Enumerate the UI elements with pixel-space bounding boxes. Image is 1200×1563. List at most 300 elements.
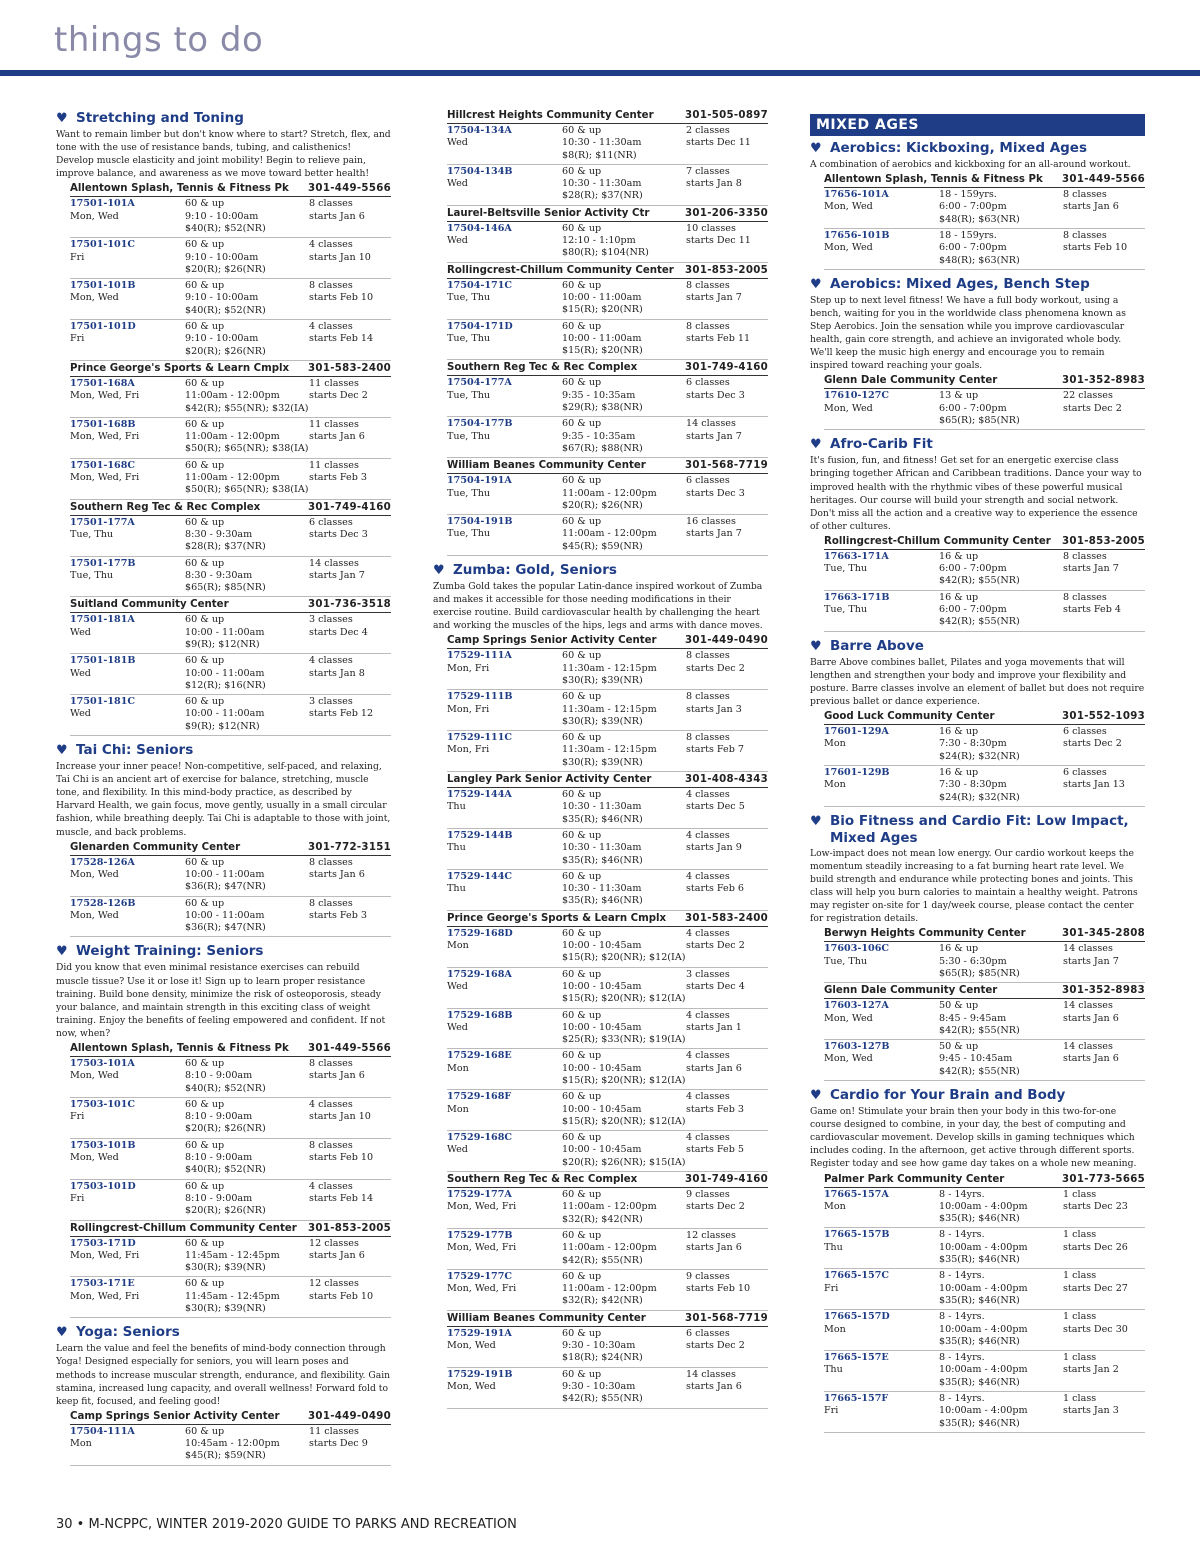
class-code[interactable]: 17656-101B <box>824 229 890 241</box>
class-code[interactable]: 17656-101A <box>824 189 889 201</box>
class-schedule-col <box>309 419 405 456</box>
class-row <box>447 788 768 829</box>
class-fee: $42(R); $55(NR) <box>562 1254 643 1266</box>
venue-name: Hillcrest Heights Community Center <box>447 110 654 121</box>
class-days: Wed <box>447 1021 468 1033</box>
venue-header <box>824 709 1145 725</box>
class-code[interactable]: 17529-144C <box>447 870 513 882</box>
class-detail-col <box>562 418 686 455</box>
class-detail-col <box>185 614 309 651</box>
class-time: 10:00 - 11:00am <box>185 626 265 638</box>
class-code-col <box>447 125 562 162</box>
class-detail-col <box>939 1041 1063 1078</box>
class-count: 14 classes <box>1063 1000 1113 1012</box>
class-code[interactable]: 17501-168A <box>70 377 135 389</box>
class-age: 60 & up <box>562 125 602 136</box>
class-start: starts Dec 23 <box>1063 1200 1128 1212</box>
class-fee: $30(R); $39(NR) <box>562 715 643 727</box>
class-age: 60 & up <box>562 1050 602 1062</box>
venue-name: Allentown Splash, Tennis & Fitness Pk <box>70 1042 289 1054</box>
class-code-col <box>824 390 939 427</box>
class-code[interactable]: 17504-134A <box>447 125 512 136</box>
class-code[interactable]: 17610-127C <box>824 390 890 402</box>
class-code[interactable]: 17503-101D <box>70 1180 136 1192</box>
class-code[interactable]: 17529-168C <box>447 1132 513 1144</box>
class-age: 60 & up <box>185 696 225 708</box>
class-code[interactable]: 17528-126A <box>70 856 135 868</box>
class-detail-col <box>185 1181 309 1218</box>
class-fee: $20(R); $26(NR); $15(IA) <box>562 1156 686 1168</box>
class-fee: $45(R); $59(NR) <box>185 1450 266 1462</box>
class-schedule-col <box>309 198 405 235</box>
class-age: 60 & up <box>562 829 602 841</box>
class-time: 10:00 - 10:45am <box>562 1062 642 1074</box>
class-code[interactable]: 17528-126B <box>70 897 136 909</box>
venue-name: Rollingcrest-Chillum Community Center <box>70 1222 297 1234</box>
class-schedule-col <box>309 1426 405 1463</box>
class-time: 11:45am - 12:45pm <box>185 1290 280 1302</box>
program-title-text: Afro-Carib Fit <box>830 436 933 453</box>
class-age: 50 & up <box>939 1000 979 1012</box>
class-count: 4 classes <box>686 1091 730 1103</box>
class-code[interactable]: 17529-168A <box>447 968 512 980</box>
class-days: Mon, Wed, Fri <box>70 431 140 443</box>
class-age: 60 & up <box>185 1098 225 1110</box>
class-count: 10 classes <box>686 222 736 234</box>
class-detail-col <box>185 460 309 497</box>
program-section <box>810 140 1145 270</box>
class-days: Mon <box>70 1438 92 1450</box>
venue-header <box>447 206 768 222</box>
class-code[interactable]: 17504-191A <box>447 475 512 487</box>
class-age: 60 & up <box>185 516 225 528</box>
class-count: 6 classes <box>1063 726 1107 738</box>
class-row <box>824 725 1145 766</box>
venue-header <box>824 983 1145 999</box>
class-start: starts Feb 3 <box>309 909 368 921</box>
class-detail-col <box>185 517 309 554</box>
venue-header <box>824 1172 1145 1188</box>
class-code[interactable]: 17529-168E <box>447 1050 512 1062</box>
class-count: 1 class <box>1063 1352 1097 1364</box>
venue-header <box>447 633 768 649</box>
class-code[interactable]: 17665-157F <box>824 1392 889 1404</box>
class-time: 9:45 - 10:45am <box>939 1053 1013 1065</box>
class-code[interactable]: 17529-111A <box>447 650 512 662</box>
venue-header <box>70 1221 391 1237</box>
class-age: 60 & up <box>185 897 225 909</box>
class-detail-col <box>939 230 1063 267</box>
program-title <box>433 562 768 579</box>
class-detail-col <box>185 558 309 595</box>
class-code[interactable]: 17501-101A <box>70 198 135 210</box>
class-code[interactable]: 17504-171C <box>447 279 513 291</box>
class-code[interactable]: 17665-157D <box>824 1311 890 1323</box>
page-title: things to do <box>54 20 264 60</box>
class-fee: $42(R); $55(NR) <box>939 1065 1020 1077</box>
program-title-text: Bio Fitness and Cardio Fit: Low Impact, Mixed Ages <box>830 812 1129 846</box>
venue-phone: 301-772-3151 <box>308 841 391 853</box>
class-code[interactable]: 17663-171B <box>824 591 890 603</box>
mixed-ages-banner: MIXED AGES <box>810 114 1145 136</box>
class-fee: $9(R); $12(NR) <box>185 638 260 650</box>
class-start: starts Dec 2 <box>1063 738 1122 750</box>
class-code[interactable]: 17603-127A <box>824 1000 889 1012</box>
class-days: Mon <box>447 940 469 952</box>
class-fee: $30(R); $39(NR) <box>562 674 643 686</box>
class-code[interactable]: 17665-157A <box>824 1188 889 1200</box>
class-code[interactable]: 17504-111A <box>70 1425 135 1437</box>
class-age: 60 & up <box>185 321 225 333</box>
venue-block <box>70 840 391 938</box>
venue-block <box>447 458 768 556</box>
class-time: 7:30 - 8:30pm <box>939 779 1007 791</box>
class-detail-col <box>562 1132 686 1169</box>
class-age: 60 & up <box>562 789 602 801</box>
venue-name: Camp Springs Senior Activity Center <box>70 1410 280 1422</box>
class-code[interactable]: 17529-177A <box>447 1189 512 1201</box>
program-section <box>56 1324 391 1465</box>
program-description: Zumba Gold takes the popular Latin-dance inspired workout of Zumba and makes it accessible for those needing modifications in their exercise routine. Build cardiovascular health by challenging the heart and working the muscles of the hips, legs and arms with dance moves. <box>433 581 763 632</box>
class-detail-col <box>562 166 686 203</box>
class-code-col <box>447 1050 562 1087</box>
program-title <box>56 1324 391 1341</box>
class-code[interactable]: 17665-157B <box>824 1229 890 1241</box>
class-fee: $42(R); $55(NR) <box>939 616 1020 628</box>
class-start: starts Feb 10 <box>309 1290 374 1302</box>
class-code[interactable]: 17503-171E <box>70 1278 135 1290</box>
venue-name: Good Luck Community Center <box>824 711 995 723</box>
class-time: 11:00am - 12:00pm <box>562 1201 657 1213</box>
class-code[interactable]: 17501-181B <box>70 655 136 667</box>
class-age: 8 - 14yrs. <box>939 1352 985 1364</box>
class-code[interactable]: 17529-144A <box>447 789 512 801</box>
class-days: Mon, Wed, Fri <box>447 1283 517 1295</box>
program-description: Did you know that even minimal resistance exercises can rebuild muscle tissue? Use it or lose it! Sign up to learn proper resistance training. Build bone density, minimize the risk of osteoporosis, steady your balance, and maintain strength in this exciting class of weight training. Enjoy the benefits of feeling empowered and confident. If not now, when? <box>56 962 386 1039</box>
class-row <box>70 1277 391 1318</box>
class-schedule-col <box>1063 1041 1159 1078</box>
class-detail-col <box>185 419 309 456</box>
class-count: 2 classes <box>686 125 730 136</box>
class-detail-col <box>185 857 309 894</box>
class-time: 9:30 - 10:30am <box>562 1340 636 1352</box>
class-count: 6 classes <box>1063 766 1107 778</box>
class-code[interactable]: 17529-144B <box>447 829 513 841</box>
venue-phone: 301-773-5665 <box>1062 1173 1145 1185</box>
class-code[interactable]: 17504-177B <box>447 418 513 430</box>
class-schedule-col <box>686 1091 782 1128</box>
class-count: 4 classes <box>309 1098 353 1110</box>
program-description: Barre Above combines ballet, Pilates and yoga movements that will lengthen and strengthen your body and improve your flexibility and posture. Barre classes involve an element of ballet but does not require previous ballet or dance experience. <box>810 656 1145 707</box>
class-days: Thu <box>447 883 466 895</box>
class-code[interactable]: 17503-171D <box>70 1237 136 1249</box>
class-schedule-col <box>686 223 782 260</box>
class-row <box>70 613 391 654</box>
class-days: Mon, Wed, Fri <box>447 1242 517 1254</box>
class-age: 60 & up <box>185 655 225 667</box>
class-row <box>447 731 768 772</box>
class-start: starts Jan 6 <box>309 1249 365 1261</box>
class-code[interactable]: 17529-168F <box>447 1091 512 1103</box>
class-code-col <box>447 1328 562 1365</box>
class-days: Thu <box>447 842 466 854</box>
program-title-text: Cardio for Your Brain and Body <box>830 1087 1066 1104</box>
class-detail-col <box>562 691 686 728</box>
class-code[interactable]: 17529-191A <box>447 1327 512 1339</box>
class-age: 60 & up <box>185 377 225 389</box>
class-age: 8 - 14yrs. <box>939 1392 985 1404</box>
class-time: 10:00am - 4:00pm <box>939 1364 1028 1376</box>
venue-block <box>447 206 768 263</box>
program-description: A combination of aerobics and kickboxing for an all-around workout. <box>810 159 1131 170</box>
class-code-col <box>447 223 562 260</box>
class-start: starts Feb 6 <box>686 883 745 895</box>
venue-name: Berwyn Heights Community Center <box>824 928 1026 940</box>
class-fee: $42(R); $55(NR) <box>939 575 1020 587</box>
class-code[interactable]: 17504-171D <box>447 320 513 332</box>
class-code-col <box>447 871 562 908</box>
venue-name: Suitland Community Center <box>70 599 229 611</box>
class-days: Fri <box>824 1405 839 1417</box>
class-code[interactable]: 17665-157E <box>824 1352 889 1364</box>
class-code[interactable]: 17501-101C <box>70 239 136 251</box>
class-code[interactable]: 17603-127B <box>824 1041 890 1053</box>
class-time: 10:00am - 4:00pm <box>939 1323 1028 1335</box>
venue-phone: 301-552-1093 <box>1062 711 1145 723</box>
class-detail-col <box>185 321 309 358</box>
program-section <box>56 943 391 1318</box>
class-code[interactable]: 17529-168D <box>447 927 513 939</box>
class-code[interactable]: 17603-106C <box>824 943 890 955</box>
class-code[interactable]: 17501-181A <box>70 614 135 626</box>
venue-header <box>447 772 768 788</box>
class-age: 60 & up <box>185 418 225 430</box>
class-row <box>70 1180 391 1221</box>
class-time: 9:10 - 10:00am <box>185 251 259 263</box>
class-row <box>70 377 391 418</box>
venue-phone: 301-568-7719 <box>685 1312 768 1324</box>
class-schedule-col <box>1063 551 1159 588</box>
class-fee: $15(R); $20(NR); $12(IA) <box>562 1075 686 1086</box>
class-days: Thu <box>447 801 466 813</box>
program-title <box>56 943 391 960</box>
class-count: 6 classes <box>686 1327 730 1339</box>
program-description: Learn the value and feel the benefits of mind-body connection through Yoga! Designed especially for seniors, you will learn poses and methods to increase muscular strength, endurance, and flexibility. Gain stamina, increased lung capacity, and overall wellness! Forward fold to keep fit, focused, and feeling good! <box>56 1343 391 1407</box>
class-days: Mon <box>824 738 846 750</box>
class-schedule-col <box>309 696 405 733</box>
class-schedule-col <box>309 1278 405 1315</box>
class-detail-col <box>939 1229 1063 1266</box>
class-code[interactable]: 17529-191B <box>447 1368 513 1380</box>
class-start: starts Dec 27 <box>1063 1282 1128 1294</box>
venue-phone: 301-449-5566 <box>1062 174 1145 186</box>
class-detail-col <box>939 1393 1063 1430</box>
venue-block <box>824 709 1145 807</box>
class-code[interactable]: 17503-101C <box>70 1098 136 1110</box>
class-count: 12 classes <box>686 1229 736 1241</box>
class-start: starts Jan 6 <box>686 1380 742 1392</box>
class-schedule-col <box>1063 1311 1159 1348</box>
class-days: Wed <box>70 708 91 720</box>
class-schedule-col <box>1063 1352 1159 1389</box>
class-detail-col <box>562 516 686 553</box>
heart-icon: ♥ <box>810 276 822 292</box>
class-detail-col <box>562 830 686 867</box>
class-start: starts Feb 5 <box>686 1144 745 1156</box>
class-age: 60 & up <box>562 377 602 389</box>
class-age: 8 - 14yrs. <box>939 1188 985 1200</box>
class-time: 10:30 - 11:30am <box>562 883 642 895</box>
class-code[interactable]: 17665-157C <box>824 1270 890 1282</box>
class-code[interactable]: 17529-177B <box>447 1229 513 1241</box>
class-schedule-col <box>686 789 782 826</box>
class-time: 9:35 - 10:35am <box>562 389 636 401</box>
venue-header <box>447 458 768 474</box>
class-fee: $45(R); $59(NR) <box>562 540 643 552</box>
class-row <box>70 418 391 459</box>
class-age: 60 & up <box>562 320 602 332</box>
class-days: Wed <box>447 235 468 247</box>
class-code[interactable]: 17501-177A <box>70 516 135 528</box>
class-row <box>824 229 1145 270</box>
class-time: 11:00am - 12:00pm <box>562 1283 657 1295</box>
class-code[interactable]: 17501-181C <box>70 696 136 708</box>
class-code-col <box>70 1426 185 1463</box>
class-fee: $50(R); $65(NR); $38(IA) <box>185 443 309 455</box>
class-count: 1 class <box>1063 1392 1097 1404</box>
class-days: Thu <box>824 1241 843 1253</box>
venue-header <box>447 1172 768 1188</box>
class-code[interactable]: 17503-101A <box>70 1057 135 1069</box>
class-age: 8 - 14yrs. <box>939 1311 985 1323</box>
class-schedule-col <box>686 1010 782 1047</box>
class-code[interactable]: 17663-171A <box>824 550 889 562</box>
class-age: 16 & up <box>939 591 979 603</box>
class-start: starts Dec 3 <box>309 528 368 540</box>
class-count: 8 classes <box>686 320 730 332</box>
class-detail-col <box>185 1426 309 1463</box>
class-days: Tue, Thu <box>447 528 491 540</box>
class-age: 60 & up <box>185 1057 225 1069</box>
class-code-col <box>70 280 185 317</box>
class-start: starts Feb 12 <box>309 708 374 720</box>
class-start: starts Jan 1 <box>686 1021 742 1033</box>
class-code[interactable]: 17503-101B <box>70 1139 136 1151</box>
class-fee: $20(R); $26(NR) <box>185 1123 266 1135</box>
class-code[interactable]: 17504-177A <box>447 377 512 389</box>
class-start: starts Feb 10 <box>309 292 374 304</box>
class-row <box>824 999 1145 1040</box>
class-schedule-col <box>1063 230 1159 267</box>
class-count: 8 classes <box>686 650 730 662</box>
class-code[interactable]: 17504-134B <box>447 165 513 177</box>
class-count: 4 classes <box>686 789 730 801</box>
heart-icon: ♥ <box>810 813 822 829</box>
class-age: 60 & up <box>185 198 225 210</box>
program-section <box>56 742 391 937</box>
venue-header <box>447 360 768 376</box>
venue-block <box>70 500 391 598</box>
class-count: 14 classes <box>309 557 359 569</box>
class-code[interactable]: 17501-101B <box>70 280 136 292</box>
class-age: 18 - 159yrs. <box>939 229 997 241</box>
class-code[interactable]: 17529-111C <box>447 732 513 744</box>
column-2 <box>433 108 768 1415</box>
class-detail-col <box>562 125 686 162</box>
class-days: Mon <box>824 1200 846 1212</box>
class-code[interactable]: 17501-168B <box>70 418 136 430</box>
class-days: Tue, Thu <box>70 569 114 581</box>
class-count: 14 classes <box>1063 1041 1113 1053</box>
class-fee: $48(R); $63(NR) <box>939 213 1020 225</box>
class-code[interactable]: 17504-146A <box>447 222 512 234</box>
class-row <box>447 1327 768 1368</box>
class-count: 8 classes <box>309 1139 353 1151</box>
class-row <box>447 1009 768 1050</box>
class-detail-col <box>562 1010 686 1047</box>
venue-block <box>824 373 1145 430</box>
class-count: 4 classes <box>309 321 353 333</box>
class-time: 9:10 - 10:00am <box>185 333 259 345</box>
class-age: 16 & up <box>939 766 979 778</box>
class-row <box>447 279 768 320</box>
class-time: 10:00 - 10:45am <box>562 1103 642 1115</box>
class-fee: $35(R); $46(NR) <box>939 1335 1020 1347</box>
class-time: 9:10 - 10:00am <box>185 210 259 222</box>
class-count: 4 classes <box>686 927 730 939</box>
program-description: Step up to next level fitness! We have a full body workout, using a bench, waiting for you in the worldwide class phenomena known as Step Aerobics. Join the sensation while you improve cardiovascular health, gain core strength, and achieve an invigorated whole body. We'll keep the music high energy and encourage you to remain inspired toward reaching your goals. <box>810 294 1126 372</box>
class-code[interactable]: 17601-129B <box>824 766 890 778</box>
class-detail-col <box>185 378 309 415</box>
class-detail-col <box>939 943 1063 980</box>
class-time: 11:00am - 12:00pm <box>562 487 657 499</box>
class-code[interactable]: 17529-177C <box>447 1270 513 1282</box>
class-age: 60 & up <box>562 1229 602 1241</box>
class-start: starts Feb 11 <box>686 332 751 344</box>
class-row <box>70 1139 391 1180</box>
class-time: 10:00 - 11:00am <box>185 708 265 720</box>
class-time: 11:30am - 12:15pm <box>562 703 657 715</box>
class-detail-col <box>185 1238 309 1275</box>
class-fee: $20(R); $26(NR) <box>562 499 643 511</box>
class-time: 12:10 - 1:10pm <box>562 235 636 247</box>
class-code[interactable]: 17501-168C <box>70 459 136 471</box>
class-code[interactable]: 17501-101D <box>70 321 136 333</box>
heart-icon: ♥ <box>56 743 68 759</box>
class-age: 60 & up <box>185 557 225 569</box>
class-time: 11:45am - 12:45pm <box>185 1249 280 1261</box>
class-start: starts Jan 7 <box>1063 955 1119 967</box>
class-code[interactable]: 17601-129A <box>824 726 889 738</box>
class-row <box>824 942 1145 983</box>
class-detail-col <box>939 390 1063 427</box>
class-count: 8 classes <box>309 280 353 292</box>
heart-icon: ♥ <box>810 1088 822 1104</box>
program-description: Increase your inner peace! Non-competitive, self-paced, and relaxing, Tai Chi is an ancient art of exercise for balance, stretching, muscle tone, and flexibility. In this mind-body practice, as described by Harvard Health, we gain focus, move gently, usually in a small circular fashion, while breathing deeply. Tai Chi is adaptable to those with joint, muscle, and back problems. <box>56 761 391 838</box>
class-days: Wed <box>70 667 91 679</box>
class-schedule-col <box>686 377 782 414</box>
class-code[interactable]: 17529-111B <box>447 691 513 703</box>
class-schedule-col <box>309 1238 405 1275</box>
venue-name: Southern Reg Tec & Rec Complex <box>447 1174 638 1186</box>
class-code[interactable]: 17501-177B <box>70 557 136 569</box>
class-start: starts Feb 7 <box>686 744 745 756</box>
class-code[interactable]: 17529-168B <box>447 1009 513 1021</box>
class-code[interactable]: 17504-191B <box>447 516 513 528</box>
class-age: 16 & up <box>939 726 979 738</box>
class-fee: $67(R); $88(NR) <box>562 442 643 454</box>
class-start: starts Dec 30 <box>1063 1323 1128 1335</box>
